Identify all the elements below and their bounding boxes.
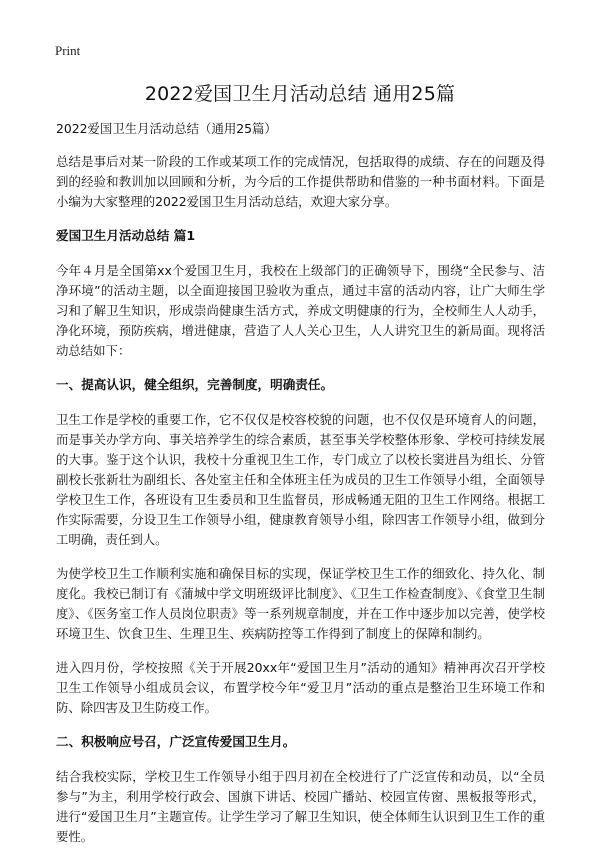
document-title: 2022爱国卫生月活动总结 通用25篇 xyxy=(144,83,456,105)
paragraph-1: 今年４月是全国第xx个爱国卫生月，我校在上级部门的正确领导下，围绕“全民参与、洁净环境”的活动主题，以全面迎接国卫验收为重点，通过丰富的活动内容，让广大师生学习和了解卫生知识，形成崇尚健康生活方式，养成文明健康的行为，全校师生人人动手，净化环境，预防疾病，增进健康，营造了人人关心卫生，人人讲究卫生的新局面。现将活动总结如下： xyxy=(56,263,545,358)
document-subtitle: 2022爱国卫生月活动总结（通用25篇） xyxy=(56,121,277,136)
print-link[interactable]: Print xyxy=(55,43,81,58)
paragraph-5: 结合我校实际，学校卫生工作领导小组于四月初在全校进行了广泛宣传和动员，以“全员参与”为主，利用学校行政会、国旗下讲话、校园广播站、校园宣传窗、黑板报等形式，进行“爱国卫生月”主题宣传。让学生学习了解卫生知识，使全体师生认识到卫生工作的重要性。 xyxy=(56,769,545,844)
subheading-1: 一、提高认识，健全组织，完善制度，明确责任。 xyxy=(56,377,334,392)
document-body xyxy=(56,119,545,861)
subheading-2: 二、积极响应号召，广泛宣传爱国卫生月。 xyxy=(56,734,296,749)
paragraph-2: 卫生工作是学校的重要工作，它不仅仅是校容校貌的问题，也不仅仅是环境育人的问题，而是事关办学方向、事关培养学生的综合素质，甚至事关学校整体形象、学校可持续发展的大事。鉴于这个认识，我校十分重视卫生工作，专门成立了以校长窦进昌为组长、分管副校长张新壮为副组长、各处室主任和全体班主任为成员的卫生工作领导小组，全面领导学校卫生工作，各班设有卫生委员和卫生监督员，形成畅通无阻的卫生工作网络。根据工作实际需要，分设卫生工作领导小组，健康教育领导小组，除四害工作领导小组，做到分工明确，责任到人。 xyxy=(56,412,545,547)
section-heading: 爱国卫生月活动总结 篇1 xyxy=(56,228,196,243)
intro-paragraph: 总结是事后对某一阶段的工作或某项工作的完成情况，包括取得的成绩、存在的问题及得到的经验和教训加以回顾和分析，为今后的工作提供帮助和借鉴的一种书面材料。下面是小编为大家整理的2022爱国卫生月活动总结，欢迎大家分享。 xyxy=(56,154,545,209)
paragraph-3: 为使学校卫生工作顺利实施和确保目标的实现，保证学校卫生工作的细致化、持久化、制度化。我校已制订有《蒲城中学文明班级评比制度》、《卫生工作检查制度》、《食堂卫生制度》、《医务室工作人员岗位职责》等一系列规章制度，并在工作中逐步加以完善，使学校环境卫生、饮食卫生、生理卫生、疾病防控等工作得到了制度上的保障和制约。 xyxy=(56,566,545,641)
paragraph-4: 进入四月份，学校按照《关于开展20xx年“爱国卫生月”活动的通知》精神再次召开学校卫生工作领导小组成员会议，布置学校今年“爱卫月”活动的重点是整治卫生环境工作和防、除四害及卫生防疫工作。 xyxy=(56,660,545,715)
